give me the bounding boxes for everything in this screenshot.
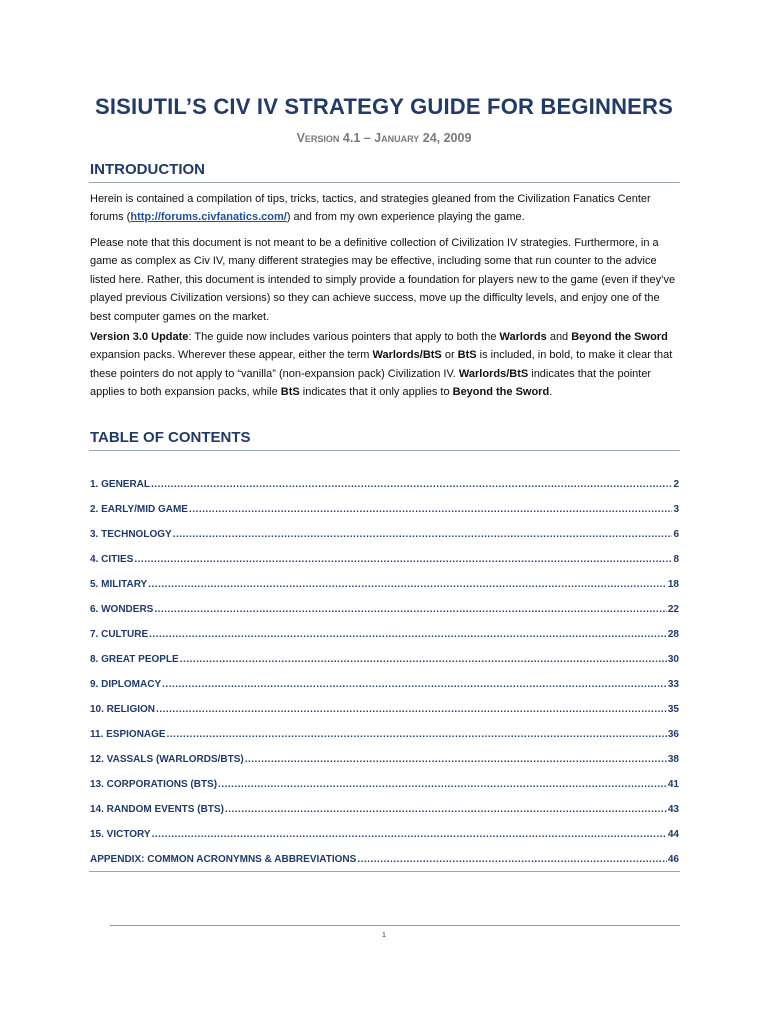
toc-leader-dots — [152, 829, 667, 840]
p3-text-6: indicates that the pointer applies to both expansion packs, while — [90, 367, 652, 399]
p3-bold-2: Warlords — [499, 331, 547, 343]
toc-entry-wonders[interactable] — [90, 604, 679, 615]
toc-entry-espionage[interactable] — [90, 729, 679, 740]
p3-text-7: indicates that it only applies to — [299, 386, 453, 399]
footer-rule — [110, 925, 680, 926]
p3-text-5: is included, in bold, to make it clear that these pointers do not apply to “vanilla” (non-expansion pack) Civilization IV. — [90, 349, 673, 380]
toc-leader-dots — [189, 504, 672, 515]
intro-p1-text-b: ) and from my own experience playing the game. — [286, 211, 525, 224]
toc-entry-label: 12. VASSALS (WARLORDS/BTS) — [90, 754, 244, 765]
p3-text-8: . — [549, 386, 553, 399]
document-title: SISIUTIL’S CIV IV STRATEGY GUIDE FOR BEGINNERS — [94, 94, 674, 119]
toc-heading-rule — [89, 450, 680, 451]
p3-text-2: and — [546, 331, 572, 343]
toc-leader-dots — [218, 779, 667, 790]
toc-entry-label: 4. CITIES — [90, 554, 134, 565]
intro-p1-text-a: Herein is contained a compilation of tips, tricks, tactics, and strategies gleaned from the Civilization Fanatics Center forums ( — [90, 193, 651, 224]
toc-entry-page: 41 — [667, 779, 679, 790]
toc-entry-culture[interactable] — [90, 629, 679, 640]
toc-leader-dots — [151, 479, 672, 490]
p3-text-1: : The guide now includes various pointers that apply to both the — [188, 331, 500, 343]
toc-entry-page: 18 — [667, 579, 679, 590]
toc-entry-label: 10. RELIGION — [90, 704, 156, 715]
toc-entry-label: APPENDIX: COMMON ACRONYMNS & ABBREVIATIONS — [90, 854, 357, 865]
toc-leader-dots — [148, 579, 667, 590]
toc-entry-label: 11. ESPIONAGE — [90, 729, 166, 740]
toc-leader-dots — [162, 679, 667, 690]
toc-entry-appendix[interactable] — [90, 854, 679, 865]
toc-leader-dots — [149, 629, 667, 640]
toc-bottom-rule — [89, 871, 680, 872]
toc-entry-page: 46 — [667, 854, 679, 865]
toc-entry-page: 36 — [667, 729, 679, 740]
p3-bold-3: Beyond the Sword — [571, 331, 668, 343]
toc-entry-great-people[interactable] — [90, 654, 679, 665]
toc-entry-label: 13. CORPORATIONS (BTS) — [90, 779, 218, 790]
toc-entry-victory[interactable] — [90, 829, 679, 840]
p3-bold-7: BtS — [280, 386, 300, 399]
toc-leader-dots — [154, 604, 667, 615]
toc-entry-religion[interactable] — [90, 704, 679, 715]
toc-heading: TABLE OF CONTENTS — [90, 429, 251, 446]
toc-entry-label: 5. MILITARY — [90, 579, 148, 590]
p3-text-4: or — [441, 349, 458, 362]
intro-paragraph-3 — [90, 328, 680, 402]
toc-leader-dots — [225, 804, 667, 815]
toc-entry-page: 38 — [667, 754, 679, 765]
toc-entry-diplomacy[interactable] — [90, 679, 679, 690]
toc-entry-random-events[interactable] — [90, 804, 679, 815]
toc-entry-military[interactable] — [90, 579, 679, 590]
toc-entry-vassals[interactable] — [90, 754, 679, 765]
toc-entry-technology[interactable] — [90, 529, 679, 540]
toc-entry-label: 9. DIPLOMACY — [90, 679, 162, 690]
toc-entry-label: 3. TECHNOLOGY — [90, 529, 172, 540]
toc-entry-page: 22 — [667, 604, 679, 615]
toc-leader-dots — [357, 854, 667, 865]
toc-entry-general[interactable] — [90, 479, 679, 490]
toc-leader-dots — [134, 554, 672, 565]
toc-entry-early-mid-game[interactable] — [90, 504, 679, 515]
toc-entry-page: 33 — [667, 679, 679, 690]
toc-entry-corporations[interactable] — [90, 779, 679, 790]
p3-bold-8: Beyond the Sword — [452, 386, 550, 399]
toc-entry-label: 6. WONDERS — [90, 604, 154, 615]
civfanatics-link[interactable]: http://forums.civfanatics.com/ — [130, 211, 287, 224]
toc-entry-page: 44 — [667, 829, 679, 840]
intro-heading: INTRODUCTION — [90, 161, 205, 178]
p3-bold-4: Warlords/BtS — [372, 349, 442, 362]
intro-paragraph-2: Please note that this document is not meant to be a definitive collection of Civilization IV strategies. Furthermore, in a game as complex as Civ IV, many different strategies may be effective, including some that run counter to the advice listed here. Rather, this document is intended to simply provide a foundation for players new to the game (even if they’ve played previous Civilization versions) so they can achieve success, move up the difficulty levels, and enjoy one of the best computer games on the market. — [90, 237, 676, 323]
toc-entry-label: 2. EARLY/MID GAME — [90, 504, 188, 515]
toc-entry-page: 30 — [667, 654, 679, 665]
toc-entry-label: 15. VICTORY — [90, 829, 151, 840]
toc-leader-dots — [173, 529, 673, 540]
toc-entry-label: 8. GREAT PEOPLE — [90, 654, 179, 665]
toc-entry-page: 2 — [673, 479, 679, 490]
page-number: 1 — [382, 932, 386, 939]
toc-entry-page: 3 — [673, 504, 679, 515]
p3-bold-6: Warlords/BtS — [458, 367, 529, 380]
intro-heading-rule — [89, 182, 680, 183]
toc-entry-label: 1. GENERAL — [90, 479, 151, 490]
p3-bold-1: Version 3.0 Update — [90, 331, 189, 343]
toc-leader-dots — [156, 704, 667, 715]
toc-leader-dots — [180, 654, 667, 665]
toc-entry-page: 8 — [673, 554, 679, 565]
p3-text-3: expansion packs. Wherever these appear, either the term — [90, 349, 373, 362]
toc-leader-dots — [245, 754, 667, 765]
toc-entry-page: 6 — [673, 529, 679, 540]
toc-entry-label: 7. CULTURE — [90, 629, 149, 640]
intro-paragraph-1 — [90, 190, 680, 227]
version-line: Version 4.1 – January 24, 2009 — [296, 131, 472, 145]
toc-entry-cities[interactable] — [90, 554, 679, 565]
toc-entry-page: 35 — [667, 704, 679, 715]
toc-entry-page: 28 — [667, 629, 679, 640]
toc-leader-dots — [167, 729, 667, 740]
toc-entry-page: 43 — [667, 804, 679, 815]
p3-bold-5: BtS — [457, 349, 477, 362]
toc-entry-label: 14. RANDOM EVENTS (BTS) — [90, 804, 224, 815]
